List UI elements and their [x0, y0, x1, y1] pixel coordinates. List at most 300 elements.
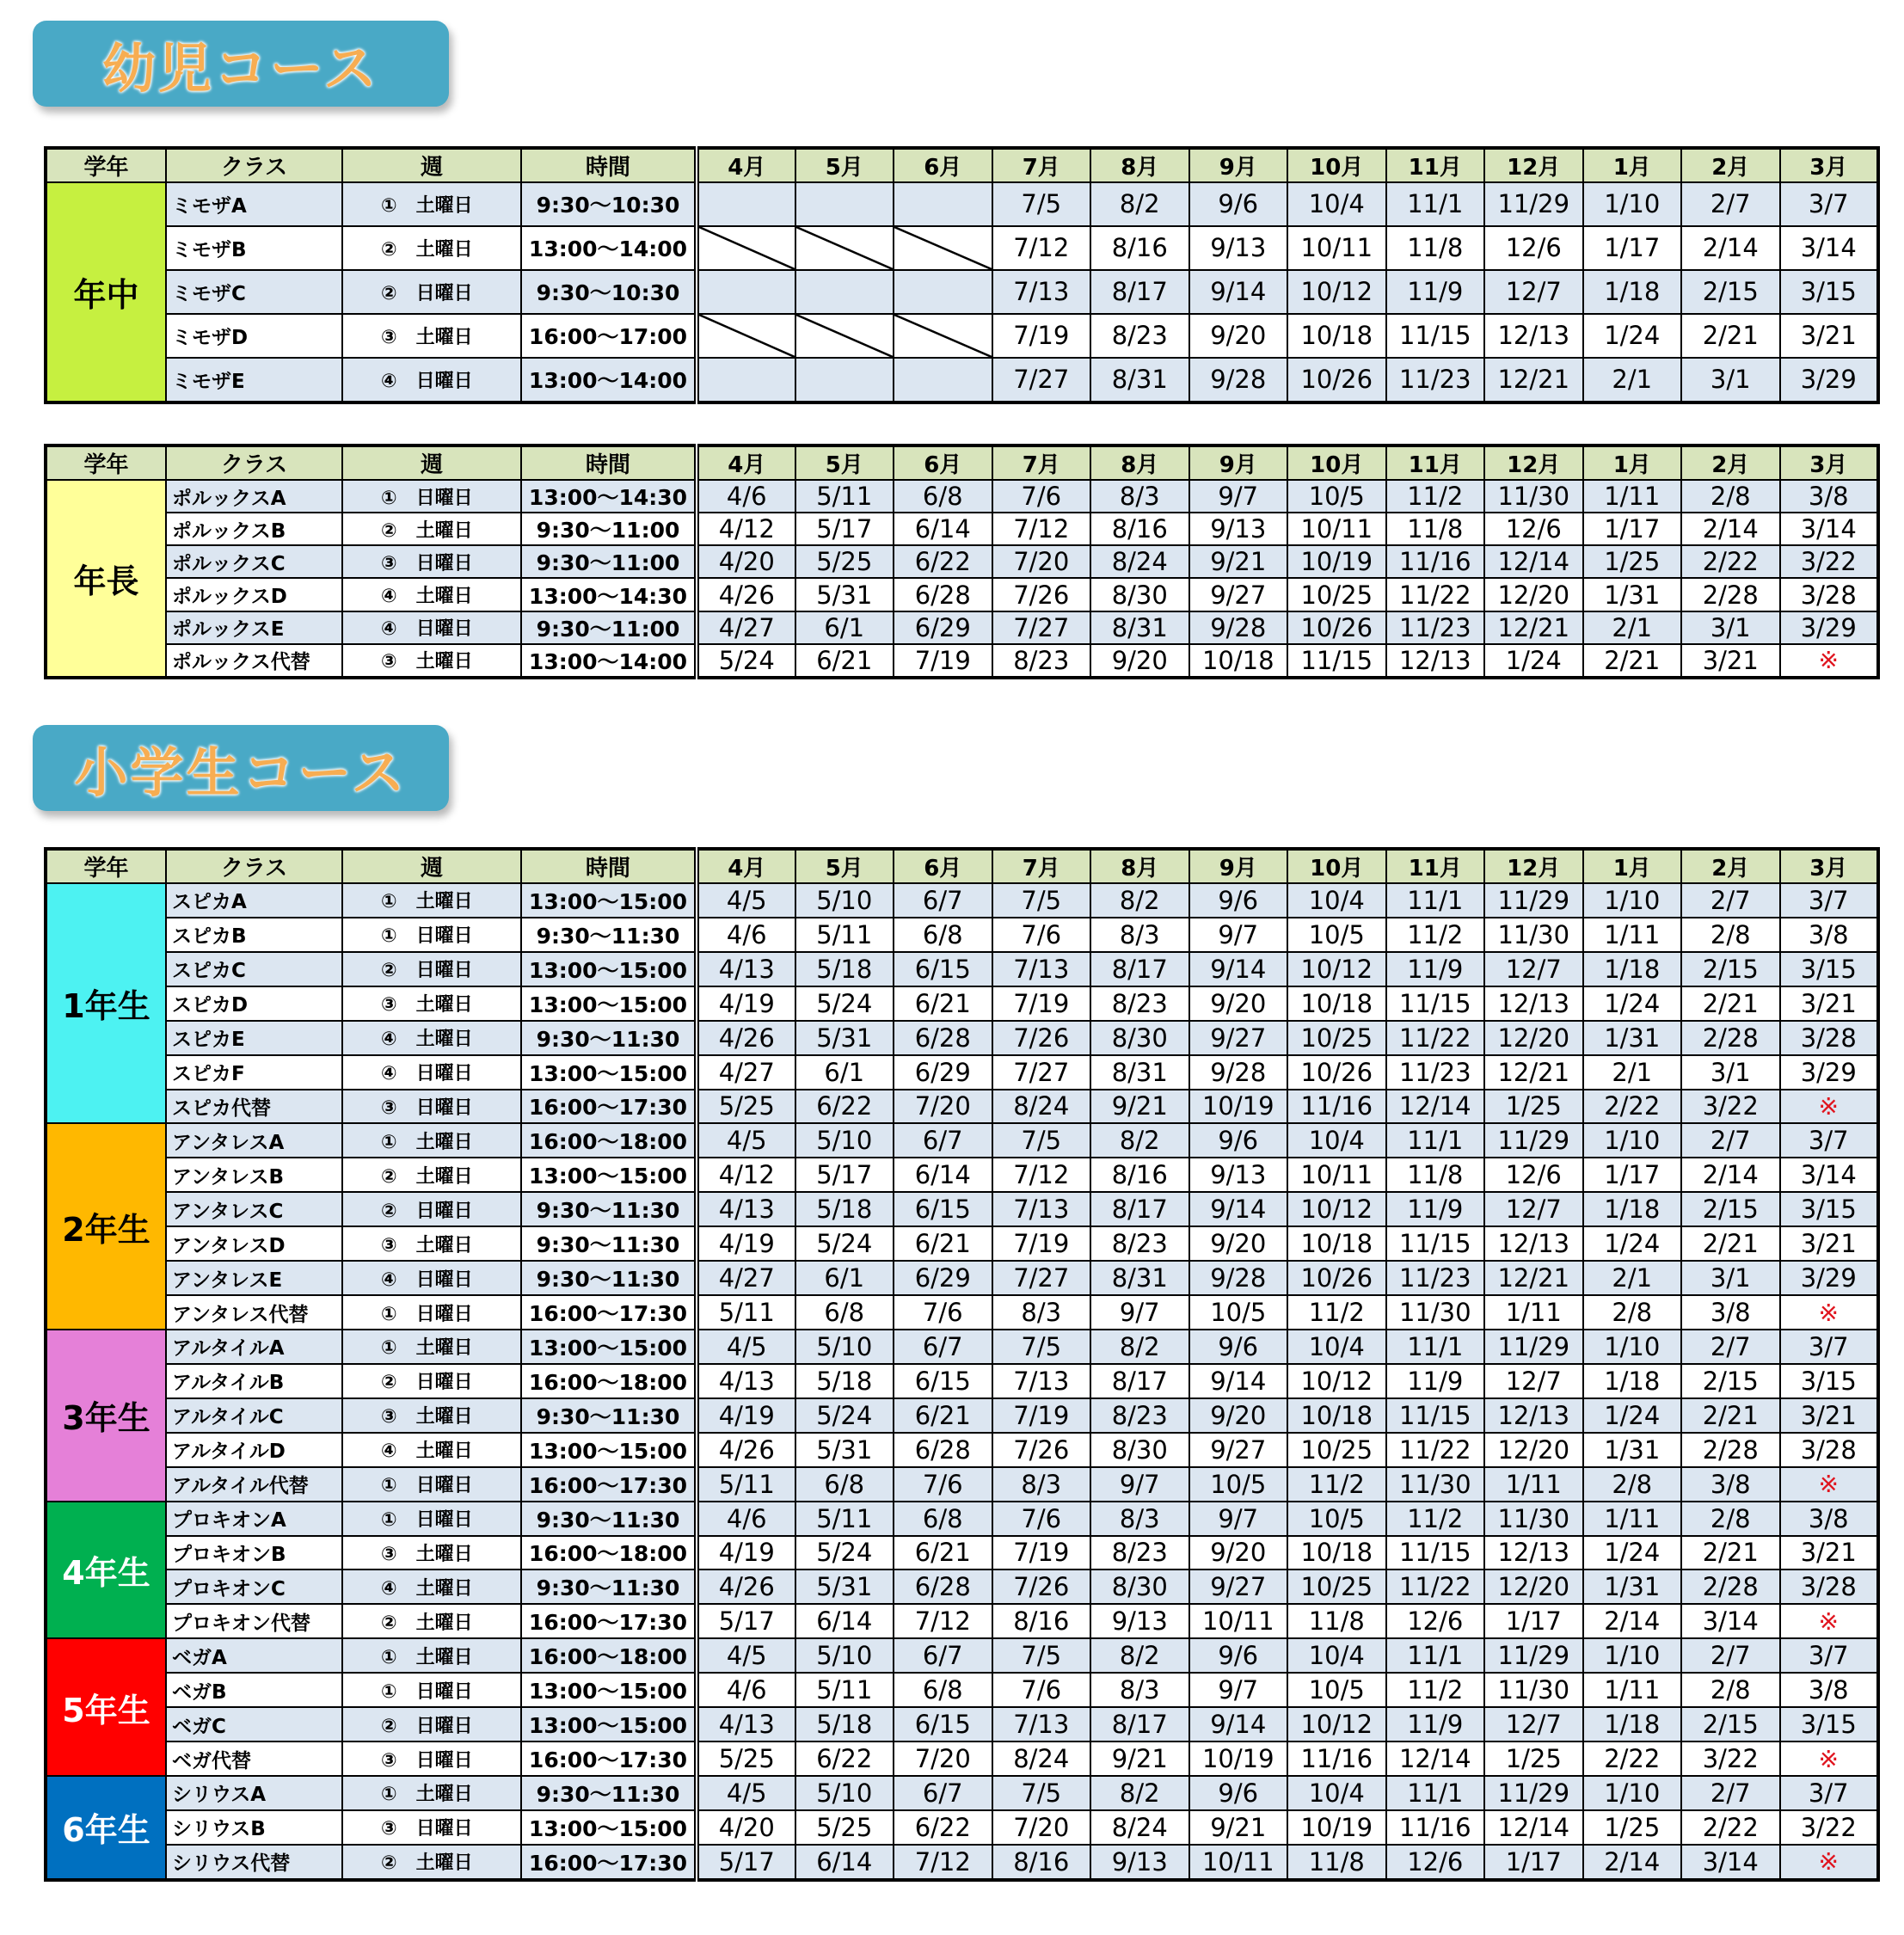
date-cell: 3/22 [1780, 545, 1879, 578]
column-header: 3月 [1780, 445, 1879, 480]
date-cell: 7/12 [992, 513, 1091, 545]
schedule-row [46, 1673, 1878, 1707]
grade-label: 5年生 [46, 1638, 166, 1776]
date-cell: 7/20 [992, 1810, 1091, 1845]
date-cell: 11/29 [1484, 1123, 1583, 1158]
date-cell: 7/19 [992, 1398, 1091, 1433]
class-time: 16:00～17:00 [521, 314, 697, 358]
date-cell: 7/27 [992, 611, 1091, 644]
schedule-row [46, 1226, 1878, 1261]
week-day: ② 土曜日 [342, 226, 521, 270]
date-cell: 8/16 [1090, 513, 1189, 545]
date-cell: 11/8 [1287, 1845, 1386, 1880]
week-day: ③ 日曜日 [342, 1742, 521, 1776]
date-cell: 4/26 [697, 1433, 795, 1467]
date-cell: 8/24 [1090, 545, 1189, 578]
date-cell: 10/12 [1287, 952, 1386, 986]
date-cell: 7/13 [992, 270, 1091, 314]
date-cell: 11/15 [1386, 1536, 1485, 1570]
date-cell: 4/13 [697, 1364, 795, 1398]
date-cell: 12/6 [1386, 1845, 1485, 1880]
date-cell: 5/24 [795, 986, 894, 1021]
date-cell: 11/22 [1386, 578, 1485, 611]
date-cell: 9/13 [1090, 1845, 1189, 1880]
date-cell: 10/19 [1287, 1810, 1386, 1845]
date-cell: 10/18 [1287, 1398, 1386, 1433]
date-cell: 9/14 [1189, 1364, 1288, 1398]
week-day: ① 土曜日 [342, 1638, 521, 1673]
date-cell: 10/26 [1287, 1261, 1386, 1295]
grade-label: 4年生 [46, 1502, 166, 1639]
date-cell: 1/24 [1583, 314, 1682, 358]
date-cell: 7/5 [992, 1776, 1091, 1810]
date-cell: 10/11 [1287, 513, 1386, 545]
date-cell: 12/13 [1484, 1398, 1583, 1433]
date-cell: 3/8 [1780, 918, 1879, 952]
date-cell: 11/2 [1386, 1673, 1485, 1707]
date-cell: 6/15 [894, 1707, 992, 1742]
week-day: ① 日曜日 [342, 1467, 521, 1502]
column-header: 8月 [1090, 148, 1189, 182]
class-time: 16:00～18:00 [521, 1123, 697, 1158]
date-cell: 9/7 [1189, 1673, 1288, 1707]
schedule-row [46, 1536, 1878, 1570]
class-name: ポルックスA [166, 480, 342, 513]
date-cell: 10/11 [1287, 1158, 1386, 1192]
class-name: ベガB [166, 1673, 342, 1707]
date-cell: 7/20 [992, 545, 1091, 578]
column-header: 学年 [46, 849, 166, 883]
class-name: プロキオン代替 [166, 1604, 342, 1638]
date-cell: 12/6 [1484, 513, 1583, 545]
date-cell: 12/7 [1484, 1192, 1583, 1226]
date-cell: 2/7 [1681, 1330, 1780, 1364]
date-cell: 8/3 [1090, 1673, 1189, 1707]
class-name: アンタレスC [166, 1192, 342, 1226]
date-cell: 12/20 [1484, 578, 1583, 611]
date-cell: 1/11 [1484, 1467, 1583, 1502]
column-header: 9月 [1189, 849, 1288, 883]
column-header: 10月 [1287, 849, 1386, 883]
week-day: ④ 土曜日 [342, 1570, 521, 1604]
date-cell: 11/29 [1484, 182, 1583, 226]
date-cell: 9/13 [1189, 513, 1288, 545]
date-cell: 6/7 [894, 1123, 992, 1158]
date-cell: 7/5 [992, 1638, 1091, 1673]
date-cell: 4/6 [697, 480, 795, 513]
date-cell: 11/22 [1386, 1570, 1485, 1604]
date-cell: 10/12 [1287, 1707, 1386, 1742]
date-cell: 5/10 [795, 1638, 894, 1673]
date-cell: 7/20 [894, 1742, 992, 1776]
date-cell: 12/7 [1484, 952, 1583, 986]
class-name: スピカ代替 [166, 1090, 342, 1124]
date-cell: 2/14 [1583, 1604, 1682, 1638]
date-cell: 1/17 [1583, 1158, 1682, 1192]
date-cell: 10/5 [1287, 480, 1386, 513]
class-time: 13:00～15:00 [521, 1055, 697, 1090]
schedule-row [46, 1158, 1878, 1192]
date-cell: 12/20 [1484, 1021, 1583, 1055]
date-cell: 2/7 [1681, 1776, 1780, 1810]
date-cell: 3/29 [1780, 1261, 1879, 1295]
class-name: アルタイル代替 [166, 1467, 342, 1502]
date-cell: 4/13 [697, 1192, 795, 1226]
no-class-cell [697, 270, 795, 314]
date-cell: 3/29 [1780, 1055, 1879, 1090]
class-name: スピカC [166, 952, 342, 986]
date-cell: 3/1 [1681, 611, 1780, 644]
date-cell: 2/7 [1681, 1123, 1780, 1158]
date-cell: 7/12 [894, 1604, 992, 1638]
class-time: 13:00～15:00 [521, 1707, 697, 1742]
date-cell: 8/24 [992, 1742, 1091, 1776]
date-cell: 5/17 [795, 513, 894, 545]
header-row [46, 445, 1878, 480]
date-cell: 11/16 [1386, 545, 1485, 578]
week-day: ② 土曜日 [342, 1158, 521, 1192]
date-cell: 12/14 [1484, 545, 1583, 578]
date-cell: 5/11 [697, 1295, 795, 1330]
class-name: スピカE [166, 1021, 342, 1055]
date-cell: 7/5 [992, 1123, 1091, 1158]
date-cell: 10/11 [1189, 1604, 1288, 1638]
date-cell: 8/3 [1090, 480, 1189, 513]
date-cell: 11/1 [1386, 1776, 1485, 1810]
class-time: 9:30～11:30 [521, 1021, 697, 1055]
note-mark: ※ [1780, 1742, 1879, 1776]
date-cell: 2/22 [1583, 1742, 1682, 1776]
date-cell: 6/28 [894, 1433, 992, 1467]
date-cell: 8/2 [1090, 1123, 1189, 1158]
date-cell: 9/7 [1090, 1467, 1189, 1502]
date-cell: 10/18 [1287, 1536, 1386, 1570]
date-cell: 3/1 [1681, 358, 1780, 402]
date-cell: 11/30 [1484, 1673, 1583, 1707]
no-class-cell [697, 314, 795, 358]
date-cell: 10/25 [1287, 1570, 1386, 1604]
date-cell: 12/6 [1386, 1604, 1485, 1638]
date-cell: 8/23 [1090, 1536, 1189, 1570]
date-cell: 3/21 [1681, 644, 1780, 678]
date-cell: 8/31 [1090, 358, 1189, 402]
column-header: 11月 [1386, 849, 1485, 883]
schedule-row [46, 1090, 1878, 1124]
date-cell: 1/10 [1583, 1330, 1682, 1364]
date-cell: 11/30 [1484, 918, 1583, 952]
date-cell: 12/13 [1484, 1536, 1583, 1570]
date-cell: 2/8 [1681, 1502, 1780, 1536]
class-time: 16:00～17:30 [521, 1742, 697, 1776]
date-cell: 9/20 [1189, 1398, 1288, 1433]
date-cell: 3/1 [1681, 1055, 1780, 1090]
date-cell: 6/22 [894, 545, 992, 578]
schedule-row [46, 513, 1878, 545]
schedule-row [46, 918, 1878, 952]
date-cell: 12/6 [1484, 226, 1583, 270]
date-cell: 10/12 [1287, 1364, 1386, 1398]
date-cell: 2/7 [1681, 883, 1780, 918]
schedule-row [46, 1845, 1878, 1880]
schedule-row [46, 1467, 1878, 1502]
date-cell: 8/23 [992, 644, 1091, 678]
class-name: アンタレス代替 [166, 1295, 342, 1330]
week-day: ② 土曜日 [342, 1604, 521, 1638]
date-cell: 6/22 [795, 1090, 894, 1124]
date-cell: 7/6 [894, 1467, 992, 1502]
date-cell: 8/23 [1090, 1398, 1189, 1433]
class-time: 13:00～15:00 [521, 986, 697, 1021]
class-name: アルタイルA [166, 1330, 342, 1364]
date-cell: 4/20 [697, 545, 795, 578]
column-header: 学年 [46, 445, 166, 480]
no-class-cell [894, 226, 992, 270]
date-cell: 9/6 [1189, 1330, 1288, 1364]
date-cell: 11/9 [1386, 270, 1485, 314]
schedule-row [46, 314, 1878, 358]
date-cell: 11/30 [1386, 1295, 1485, 1330]
date-cell: 5/10 [795, 1330, 894, 1364]
date-cell: 2/14 [1583, 1845, 1682, 1880]
no-class-cell [894, 270, 992, 314]
date-cell: 2/14 [1681, 226, 1780, 270]
date-cell: 9/14 [1189, 1192, 1288, 1226]
date-cell: 6/14 [894, 513, 992, 545]
column-header: 時間 [521, 849, 697, 883]
column-header: 1月 [1583, 445, 1682, 480]
week-day: ① 日曜日 [342, 480, 521, 513]
date-cell: 4/19 [697, 1536, 795, 1570]
class-time: 16:00～17:30 [521, 1090, 697, 1124]
date-cell: 4/27 [697, 1261, 795, 1295]
date-cell: 8/16 [1090, 226, 1189, 270]
date-cell: 3/14 [1780, 513, 1879, 545]
date-cell: 10/5 [1287, 1673, 1386, 1707]
date-cell: 1/11 [1583, 480, 1682, 513]
column-header: 学年 [46, 148, 166, 182]
schedule-row [46, 952, 1878, 986]
date-cell: 11/30 [1484, 480, 1583, 513]
column-header: 3月 [1780, 849, 1879, 883]
date-cell: 8/16 [992, 1845, 1091, 1880]
schedule-row [46, 270, 1878, 314]
preschool-course-banner [33, 21, 449, 107]
column-header: 10月 [1287, 445, 1386, 480]
date-cell: 6/8 [894, 480, 992, 513]
date-cell: 10/5 [1189, 1467, 1288, 1502]
date-cell: 10/26 [1287, 1055, 1386, 1090]
date-cell: 11/9 [1386, 1192, 1485, 1226]
date-cell: 1/17 [1583, 513, 1682, 545]
date-cell: 8/2 [1090, 883, 1189, 918]
no-class-cell [894, 314, 992, 358]
date-cell: 6/14 [894, 1158, 992, 1192]
class-name: アンタレスE [166, 1261, 342, 1295]
date-cell: 2/22 [1583, 1090, 1682, 1124]
date-cell: 4/27 [697, 611, 795, 644]
date-cell: 1/17 [1583, 226, 1682, 270]
no-class-cell [795, 182, 894, 226]
grade-label: 1年生 [46, 883, 166, 1123]
date-cell: 11/15 [1386, 314, 1485, 358]
date-cell: 7/6 [992, 1502, 1091, 1536]
column-header: 時間 [521, 148, 697, 182]
no-class-cell [697, 358, 795, 402]
column-header: 週 [342, 148, 521, 182]
schedule-row [46, 1021, 1878, 1055]
week-day: ③ 土曜日 [342, 1398, 521, 1433]
date-cell: 4/5 [697, 1330, 795, 1364]
date-cell: 3/29 [1780, 611, 1879, 644]
date-cell: 9/20 [1189, 1536, 1288, 1570]
column-header: 4月 [697, 445, 795, 480]
date-cell: 1/11 [1583, 1673, 1682, 1707]
date-cell: 9/21 [1189, 545, 1288, 578]
class-time: 13:00～15:00 [521, 952, 697, 986]
date-cell: 7/6 [992, 480, 1091, 513]
date-cell: 10/4 [1287, 1776, 1386, 1810]
class-time: 13:00～15:00 [521, 1673, 697, 1707]
date-cell: 9/28 [1189, 358, 1288, 402]
date-cell: 11/8 [1386, 513, 1485, 545]
note-mark: ※ [1780, 1845, 1879, 1880]
date-cell: 5/18 [795, 1707, 894, 1742]
week-day: ③ 土曜日 [342, 986, 521, 1021]
schedule-row [46, 1570, 1878, 1604]
date-cell: 12/21 [1484, 1261, 1583, 1295]
column-header: 8月 [1090, 849, 1189, 883]
date-cell: 8/3 [1090, 918, 1189, 952]
date-cell: 11/29 [1484, 883, 1583, 918]
date-cell: 11/9 [1386, 1707, 1485, 1742]
date-cell: 3/7 [1780, 1330, 1879, 1364]
no-class-cell [894, 182, 992, 226]
date-cell: 7/12 [992, 226, 1091, 270]
class-time: 9:30～11:30 [521, 1226, 697, 1261]
date-cell: 8/3 [1090, 1502, 1189, 1536]
class-name: アンタレスD [166, 1226, 342, 1261]
no-class-cell [795, 270, 894, 314]
date-cell: 2/8 [1583, 1467, 1682, 1502]
date-cell: 11/1 [1386, 883, 1485, 918]
date-cell: 9/21 [1090, 1742, 1189, 1776]
schedule-row [46, 1502, 1878, 1536]
date-cell: 6/7 [894, 1776, 992, 1810]
date-cell: 1/10 [1583, 883, 1682, 918]
week-day: ① 日曜日 [342, 1673, 521, 1707]
date-cell: 9/7 [1090, 1295, 1189, 1330]
date-cell: 8/3 [992, 1467, 1091, 1502]
date-cell: 8/17 [1090, 952, 1189, 986]
date-cell: 10/5 [1287, 1502, 1386, 1536]
date-cell: 3/14 [1780, 1158, 1879, 1192]
class-name: アンタレスB [166, 1158, 342, 1192]
date-cell: 10/19 [1287, 545, 1386, 578]
date-cell: 2/15 [1681, 270, 1780, 314]
date-cell: 1/24 [1583, 1536, 1682, 1570]
date-cell: 4/26 [697, 578, 795, 611]
date-cell: 3/22 [1681, 1742, 1780, 1776]
schedule-row [46, 1055, 1878, 1090]
class-name: プロキオンC [166, 1570, 342, 1604]
date-cell: 7/27 [992, 1261, 1091, 1295]
date-cell: 9/27 [1189, 1433, 1288, 1467]
class-name: ベガ代替 [166, 1742, 342, 1776]
date-cell: 5/10 [795, 1776, 894, 1810]
date-cell: 8/17 [1090, 1707, 1189, 1742]
no-class-cell [697, 226, 795, 270]
date-cell: 11/1 [1386, 1123, 1485, 1158]
date-cell: 6/21 [894, 986, 992, 1021]
date-cell: 12/14 [1386, 1742, 1485, 1776]
date-cell: 6/1 [795, 611, 894, 644]
class-name: ポルックスB [166, 513, 342, 545]
column-header: 5月 [795, 148, 894, 182]
date-cell: 5/24 [795, 1536, 894, 1570]
week-day: ④ 日曜日 [342, 1055, 521, 1090]
date-cell: 11/1 [1386, 182, 1485, 226]
date-cell: 9/13 [1189, 226, 1288, 270]
note-mark: ※ [1780, 1295, 1879, 1330]
column-header: 2月 [1681, 445, 1780, 480]
class-time: 9:30～11:30 [521, 1261, 697, 1295]
date-cell: 6/1 [795, 1055, 894, 1090]
date-cell: 11/23 [1386, 1055, 1485, 1090]
date-cell: 1/25 [1583, 1810, 1682, 1845]
schedule-row [46, 1742, 1878, 1776]
date-cell: 10/19 [1189, 1090, 1288, 1124]
class-name: ミモザE [166, 358, 342, 402]
column-header: 週 [342, 849, 521, 883]
schedule-row [46, 1638, 1878, 1673]
note-mark: ※ [1780, 1090, 1879, 1124]
date-cell: 4/19 [697, 1226, 795, 1261]
elementary-schedule-table [44, 847, 1880, 1882]
date-cell: 1/10 [1583, 1776, 1682, 1810]
week-day: ③ 日曜日 [342, 1810, 521, 1845]
date-cell: 3/14 [1681, 1604, 1780, 1638]
note-mark: ※ [1780, 1604, 1879, 1638]
date-cell: 8/2 [1090, 1330, 1189, 1364]
grade-label: 2年生 [46, 1123, 166, 1330]
date-cell: 6/8 [795, 1295, 894, 1330]
class-time: 9:30～11:00 [521, 611, 697, 644]
date-cell: 5/31 [795, 1021, 894, 1055]
no-class-cell [795, 226, 894, 270]
column-header: クラス [166, 849, 342, 883]
class-time: 9:30～11:30 [521, 1398, 697, 1433]
preschool-course-title: 幼児コース [102, 36, 379, 100]
date-cell: 4/20 [697, 1810, 795, 1845]
date-cell: 11/2 [1287, 1467, 1386, 1502]
date-cell: 2/21 [1681, 314, 1780, 358]
date-cell: 10/5 [1189, 1295, 1288, 1330]
date-cell: 9/7 [1189, 918, 1288, 952]
column-header: 週 [342, 445, 521, 480]
date-cell: 10/19 [1189, 1742, 1288, 1776]
schedule-row [46, 358, 1878, 402]
date-cell: 5/11 [795, 1502, 894, 1536]
date-cell: 1/25 [1484, 1742, 1583, 1776]
date-cell: 9/13 [1090, 1604, 1189, 1638]
date-cell: 4/5 [697, 883, 795, 918]
week-day: ④ 日曜日 [342, 1261, 521, 1295]
date-cell: 2/21 [1681, 1536, 1780, 1570]
header-row [46, 148, 1878, 182]
date-cell: 11/30 [1386, 1467, 1485, 1502]
date-cell: 5/11 [697, 1467, 795, 1502]
date-cell: 2/21 [1583, 644, 1682, 678]
